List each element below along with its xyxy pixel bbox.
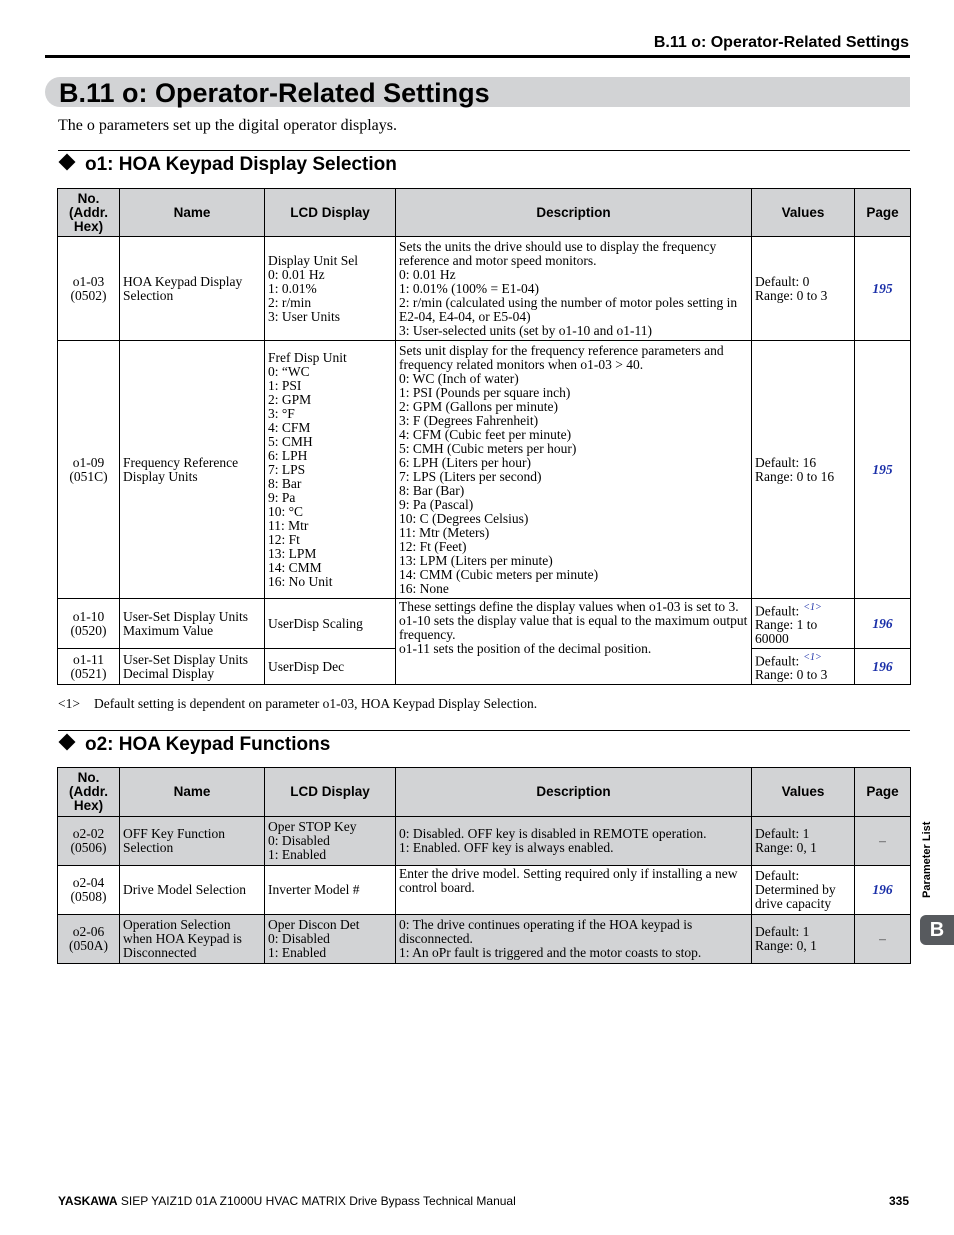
side-tab-b[interactable]: B [920, 915, 954, 945]
param-name: HOA Keypad Display Selection [120, 237, 265, 341]
page-link[interactable]: 195 [855, 341, 911, 599]
section-rule [58, 150, 910, 151]
footnote-mark: <1> [58, 696, 80, 711]
lcd-display: Oper STOP Key 0: Disabled 1: Enabled [265, 817, 396, 866]
values: Default: 0 Range: 0 to 3 [752, 237, 855, 341]
table-header-row [58, 768, 911, 817]
table-row [58, 237, 911, 341]
param-number: o1-11 (0521) [58, 649, 120, 685]
description: Enter the drive model. Setting required only if installing a new control board. [396, 866, 752, 915]
column-header-name: Name [120, 768, 265, 817]
title-bar [45, 77, 910, 107]
description: 0: The drive continues operating if the HOA keypad is disconnected. 1: An oPr fault is triggered and the motor coasts to stop. [396, 915, 752, 964]
header-rule [45, 55, 910, 58]
section-rule [58, 730, 910, 731]
parameter-table-o1 [57, 188, 911, 685]
values: Default: Determined by drive capacity [752, 866, 855, 915]
column-header-lcd: LCD Display [265, 189, 396, 237]
param-name: User-Set Display Units Decimal Display [120, 649, 265, 685]
param-name: Operation Selection when HOA Keypad is Disconnected [120, 915, 265, 964]
param-name: User-Set Display Units Maximum Value [120, 599, 265, 649]
param-name: Drive Model Selection [120, 866, 265, 915]
side-section-label: Parameter List [921, 821, 933, 898]
table-row [58, 599, 911, 649]
param-name: OFF Key Function Selection [120, 817, 265, 866]
description: Sets unit display for the frequency reference parameters and frequency related monitors when o1-03 > 40. 0: WC (Inch of water) 1: PSI (Pounds per square inch) 2: GPM (Gallons per minute) 3: F (Degrees Fahrenheit) 4: CFM (Cubic feet per minute) 5: CMH (Cubic meters per hour) 6: LPH (Liters per hour) 7: LPS (Liters per second) 8: Bar (Bar) 9: Pa (Pascal) 10: C (Degrees Celsius) 11: Mtr (Meters) 12: Ft (Feet) 13: LPM (Liters per minute) 14: CMM (Cubic meters per minute) 16: None [396, 341, 752, 599]
lcd-display: Display Unit Sel 0: 0.01 Hz 1: 0.01% 2: r/min 3: User Units [265, 237, 396, 341]
values: Default: $^{<1>}$ Range: 0 to 3 [752, 649, 855, 685]
page-link[interactable]: 195 [855, 237, 911, 341]
footnote [58, 696, 537, 712]
section-title: o1: HOA Keypad Display Selection [85, 154, 397, 175]
page-link[interactable]: 196 [855, 649, 911, 685]
values: Default: 1 Range: 0, 1 [752, 915, 855, 964]
page-link[interactable]: 196 [855, 599, 911, 649]
column-header-page: Page [855, 189, 911, 237]
param-number: o1-03 (0502) [58, 237, 120, 341]
param-number: o2-04 (0508) [58, 866, 120, 915]
page-ref: – [855, 817, 911, 866]
description: Sets the units the drive should use to display the frequency reference and motor speed monitors. 0: 0.01 Hz 1: 0.01% (100% = E1-04) 2: r/min (calculated using the number of motor poles setting in E2-04, E4-04, or E5-04) 3: User-selected units (set by o1-10 and o1-11) [396, 237, 752, 341]
values: Default: 16 Range: 0 to 16 [752, 341, 855, 599]
table-row [58, 866, 911, 915]
intro-text: The o parameters set up the digital operator displays. [58, 117, 398, 134]
values: Default: $^{<1>}$ Range: 1 to 60000 [752, 599, 855, 649]
page-number: 335 [888, 1194, 909, 1208]
param-number: o1-10 (0520) [58, 599, 120, 649]
table-header-row [58, 189, 911, 237]
column-header-values: Values [752, 189, 855, 237]
description-shared: These settings define the display values when o1-03 is set to 3. o1-10 sets the display value that is equal to the maximum output frequency. o1-11 sets the position of the decimal position. [396, 599, 752, 685]
footer [58, 1194, 516, 1208]
footnote-ref-link[interactable]: <1> [803, 651, 822, 663]
lcd-display: UserDisp Scaling [265, 599, 396, 649]
page-ref: – [855, 915, 911, 964]
param-number: o2-06 (050A) [58, 915, 120, 964]
column-header-name: Name [120, 189, 265, 237]
column-header-description: Description [396, 768, 752, 817]
running-head: B.11 o: Operator-Related Settings [653, 34, 909, 51]
column-header-description: Description [396, 189, 752, 237]
column-header-page: Page [855, 768, 911, 817]
table-row [58, 915, 911, 964]
lcd-display: Oper Discon Det 0: Disabled 1: Enabled [265, 915, 396, 964]
section-title: o2: HOA Keypad Functions [85, 734, 331, 755]
column-header-lcd: LCD Display [265, 768, 396, 817]
page-link[interactable]: 196 [855, 866, 911, 915]
lcd-display: Fref Disp Unit 0: “WC 1: PSI 2: GPM 3: °F 4: CFM 5: CMH 6: LPH 7: LPS 8: Bar 9: Pa 10: °C 11: Mtr 12: Ft 13: LPM 14: CMM 16: No Unit [265, 341, 396, 599]
param-number: o1-09 (051C) [58, 341, 120, 599]
column-header-no: No. (Addr. Hex) [58, 768, 120, 817]
footnote-ref-link[interactable]: <1> [803, 601, 822, 613]
lcd-display: Inverter Model # [265, 866, 396, 915]
values: Default: 1 Range: 0, 1 [752, 817, 855, 866]
footer-text: SIEP YAIZ1D 01A Z1000U HVAC MATRIX Drive Bypass Technical Manual [120, 1194, 516, 1208]
table-row [58, 341, 911, 599]
param-number: o2-02 (0506) [58, 817, 120, 866]
diamond-bullet-icon [59, 734, 76, 751]
table-row [58, 817, 911, 866]
column-header-values: Values [752, 768, 855, 817]
column-header-no: No. (Addr. Hex) [58, 189, 120, 237]
parameter-table-o2 [57, 767, 911, 964]
description: 0: Disabled. OFF key is disabled in REMOTE operation. 1: Enabled. OFF key is always enabled. [396, 817, 752, 866]
footer-brand: YASKAWA [58, 1194, 118, 1208]
param-name: Frequency Reference Display Units [120, 341, 265, 599]
section-heading-o1 [58, 154, 397, 176]
section-heading-o2 [58, 734, 330, 756]
diamond-bullet-icon [59, 154, 76, 171]
page-title: B.11 o: Operator-Related Settings [59, 78, 490, 108]
footnote-text: Default setting is dependent on parameter o1-03, HOA Keypad Display Selection. [93, 696, 538, 711]
lcd-display: UserDisp Dec [265, 649, 396, 685]
